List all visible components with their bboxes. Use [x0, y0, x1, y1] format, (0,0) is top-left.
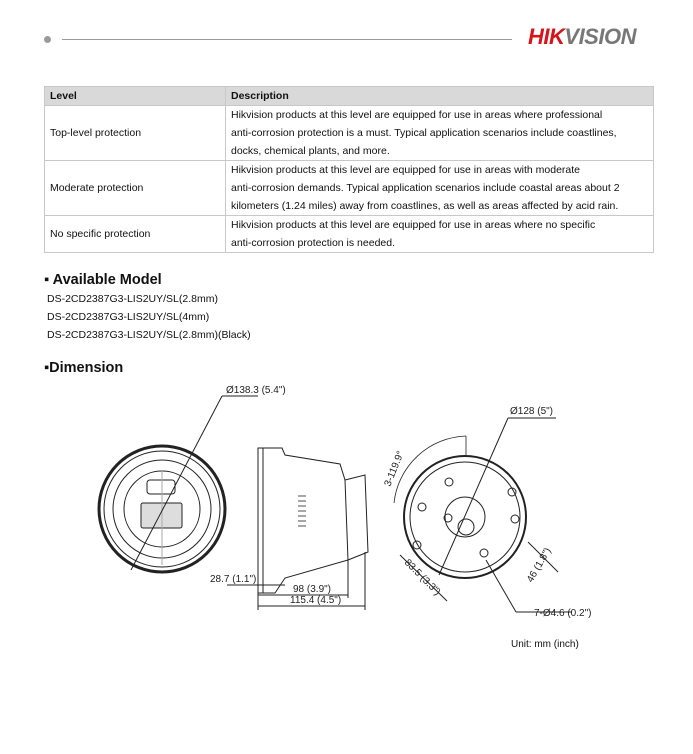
svg-text:98 (3.9"): 98 (3.9"): [293, 584, 332, 595]
table-row: No specific protection Hikvision products at this level are equipped for use in areas where no specific anti-corrosion protection is needed.: [45, 216, 654, 253]
hikvision-logo: HIKVISION: [528, 24, 636, 49]
dimension-heading: ▪Dimension: [44, 360, 124, 376]
front-view: [99, 396, 258, 572]
svg-text:115.4 (4.5"): 115.4 (4.5"): [290, 595, 342, 606]
model-item: DS-2CD2387G3-LIS2UY/SL(4mm): [47, 311, 210, 323]
header-level: Level: [45, 87, 226, 106]
svg-text:83.5 (3.3"): 83.5 (3.3"): [401, 557, 443, 598]
table-row: Moderate protection Hikvision products at this level are equipped for use in areas with moderate anti-corrosion demands. Typical application scenarios include coastal areas about 2 kilometers (1.24 miles) away from coastlines, as well as areas affected by acid rain.: [45, 161, 654, 216]
svg-text:Ø128 (5"): Ø128 (5"): [510, 406, 554, 417]
header-description: Description: [226, 87, 654, 106]
unit-note: Unit: mm (inch): [511, 639, 579, 650]
svg-text:7-Ø4.6 (0.2"): 7-Ø4.6 (0.2"): [534, 608, 592, 619]
available-model-heading: ▪ Available Model: [44, 272, 162, 288]
model-item: DS-2CD2387G3-LIS2UY/SL(2.8mm)(Black): [47, 329, 251, 341]
svg-text:3-119.9°: 3-119.9°: [382, 449, 407, 489]
svg-text:Ø138.3 (5.4"): Ø138.3 (5.4"): [226, 385, 286, 396]
svg-text:46 (1.8"): 46 (1.8"): [525, 546, 554, 585]
model-item: DS-2CD2387G3-LIS2UY/SL(2.8mm): [47, 293, 218, 305]
table-row: Top-level protection Hikvision products at this level are equipped for use in areas where professional anti-corrosion protection is a must. Typical application scenarios include coastlines, docks, chemical plants, and more.: [45, 106, 654, 161]
svg-text:28.7 (1.1"): 28.7 (1.1"): [210, 574, 257, 585]
